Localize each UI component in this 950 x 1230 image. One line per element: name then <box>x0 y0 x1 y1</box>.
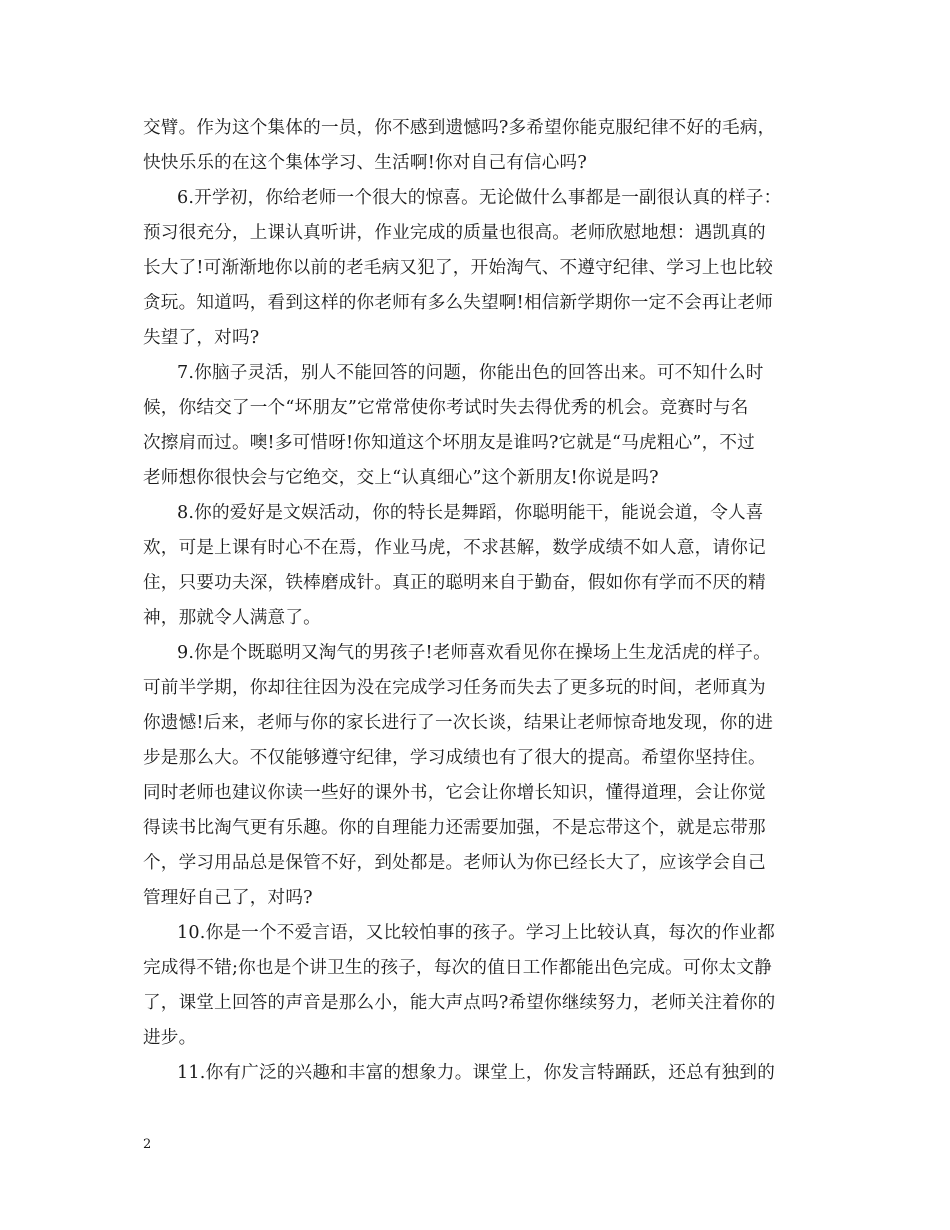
paragraph-first-line: 10.你是一个不爱言语，又比较怕事的孩子。学习上比较认真，每次的作业都 <box>177 923 775 943</box>
paragraph-first-line: 7.你脑子灵活，别人不能回答的问题，你能出色的回答出来。可不知什么时 <box>177 363 764 383</box>
text-line: 你遗憾!后来，老师与你的家长进行了一次长谈，结果让老师惊奇地发现，你的进 <box>143 713 774 733</box>
text-line: 同时老师也建议你读一些好的课外书，它会让你增长知识，懂得道理，会让你觉 <box>143 783 766 803</box>
text-line: 个，学习用品总是保管不好，到处都是。老师认为你已经长大了，应该学会自己 <box>143 853 766 873</box>
page-number: 2 <box>143 1137 152 1152</box>
text-line: 步是那么大。不仅能够遵守纪律，学习成绩也有了很大的提高。希望你坚持住。 <box>143 748 766 768</box>
text-line: 管理好自己了，对吗? <box>143 888 313 908</box>
text-line: 交臂。作为这个集体的一员，你不感到遗憾吗?多希望你能克服纪律不好的毛病， <box>143 118 776 138</box>
text-line: 进步。 <box>143 1028 197 1048</box>
text-line: 贪玩。知道吗，看到这样的你老师有多么失望啊!相信新学期你一定不会再让老师 <box>143 293 774 313</box>
paragraph-first-line: 11.你有广泛的兴趣和丰富的想象力。课堂上，你发言特踊跃，还总有独到的 <box>177 1063 775 1083</box>
paragraph-first-line: 9.你是个既聪明又淘气的男孩子!老师喜欢看见你在操场上生龙活虎的样子。 <box>177 643 771 663</box>
text-line: 得读书比淘气更有乐趣。你的自理能力还需要加强，不是忘带这个，就是忘带那 <box>143 818 766 838</box>
text-line: 完成得不错;你也是个讲卫生的孩子，每次的值日工作都能出色完成。可你太文静 <box>143 958 772 978</box>
text-line: 可前半学期，你却往往因为没在完成学习任务而失去了更多玩的时间，老师真为 <box>143 678 766 698</box>
document-body <box>143 111 813 1091</box>
text-line: 次擦肩而过。噢!多可惜呀!你知道这个坏朋友是谁吗?它就是“马虎粗心”，不过 <box>143 433 755 453</box>
text-line: 住，只要功夫深，铁棒磨成针。真正的聪明来自于勤奋，假如你有学而不厌的精 <box>143 573 766 593</box>
paragraph-first-line: 6.开学初，你给老师一个很大的惊喜。无论做什么事都是一副很认真的样子： <box>177 188 782 208</box>
text-line: 失望了，对吗? <box>143 328 260 348</box>
text-line: 快快乐乐的在这个集体学习、生活啊!你对自己有信心吗? <box>143 153 587 173</box>
text-line: 长大了!可渐渐地你以前的老毛病又犯了，开始淘气、不遵守纪律、学习上也比较 <box>143 258 774 278</box>
paragraph-first-line: 8.你的爱好是文娱活动，你的特长是舞蹈，你聪明能干，能说会道，令人喜 <box>177 503 764 523</box>
text-line: 了，课堂上回答的声音是那么小，能大声点吗?希望你继续努力，老师关注着你的 <box>143 993 776 1013</box>
text-line: 欢，可是上课有时心不在焉，作业马虎，不求甚解，数学成绩不如人意，请你记 <box>143 538 766 558</box>
text-line: 候，你结交了一个“坏朋友”它常常使你考试时失去得优秀的机会。竞赛时与名 <box>143 398 749 418</box>
text-line: 神，那就令人满意了。 <box>143 608 321 628</box>
text-line: 老师想你很快会与它绝交，交上“认真细心”这个新朋友!你说是吗? <box>143 468 659 488</box>
text-line: 预习很充分，上课认真听讲，作业完成的质量也很高。老师欣慰地想：遇凯真的 <box>143 223 766 243</box>
